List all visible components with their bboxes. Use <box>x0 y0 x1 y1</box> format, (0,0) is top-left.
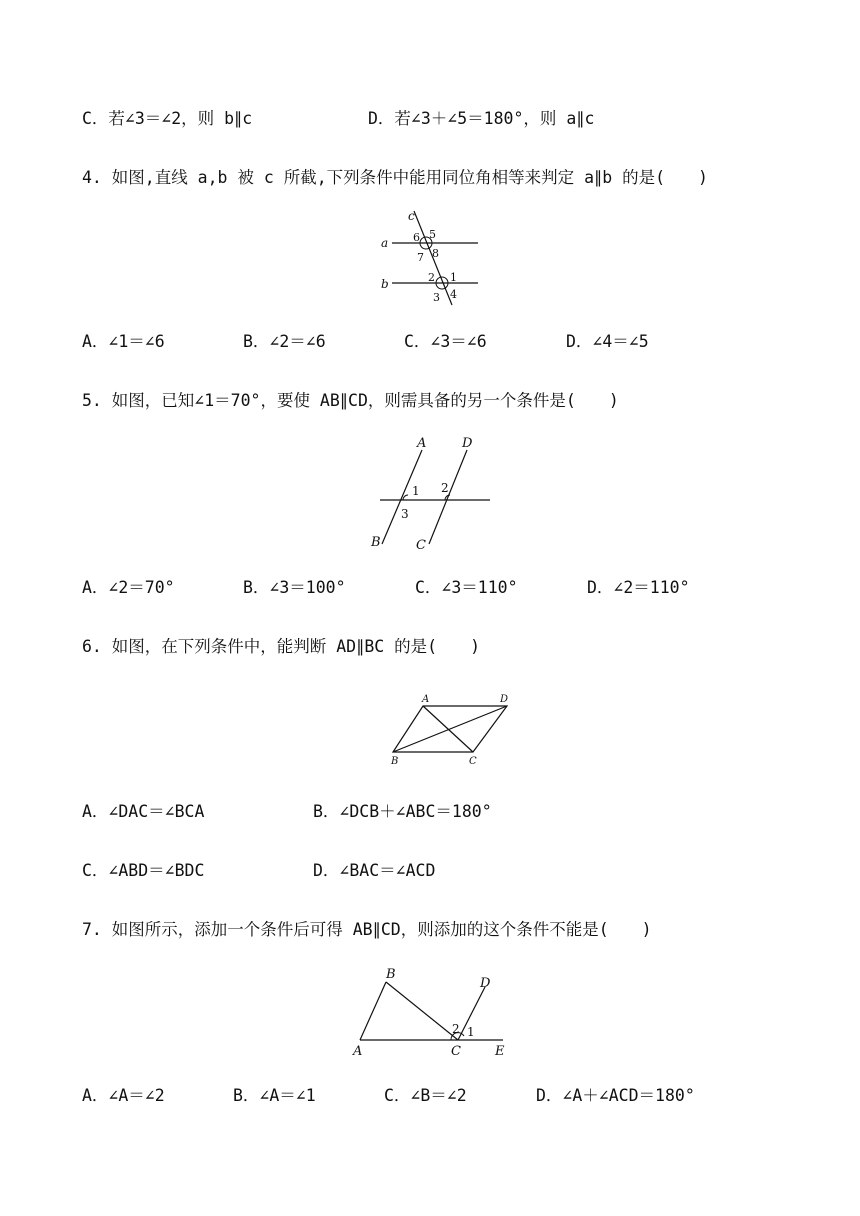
q6-option-b: B．∠DCB＋∠ABC＝180° <box>313 802 492 821</box>
q5-angle-3: 3 <box>401 507 409 521</box>
q4-angle-6: 6 <box>413 231 420 244</box>
q4-angle-7: 7 <box>417 251 424 264</box>
q5-option-b: B．∠3＝100° <box>243 578 346 597</box>
q5-label-D: D <box>462 436 473 451</box>
q5-angle-1: 1 <box>412 484 420 498</box>
q3-option-c: C．若∠3＝∠2，则 b∥c <box>82 109 253 128</box>
q4-option-d: D．∠4＝∠5 <box>566 332 649 351</box>
q7-angle-2: 2 <box>452 1022 460 1036</box>
q7-figure <box>345 962 520 1064</box>
q3-option-d: D．若∠3＋∠5＝180°，则 a∥c <box>368 109 595 128</box>
q5-option-a: A．∠2＝70° <box>82 578 175 597</box>
q6-label-D: D <box>500 694 509 705</box>
q5-angle-2: 2 <box>441 481 449 495</box>
q6-figure <box>385 690 520 770</box>
q5-label-A: A <box>417 436 427 451</box>
q7-label-C: C <box>451 1044 461 1059</box>
q4-angle-2: 2 <box>428 271 435 284</box>
q7-label-A: A <box>353 1044 363 1059</box>
q7-label-B: B <box>386 967 396 982</box>
q5-label-C: C <box>416 538 426 553</box>
q7-label-E: E <box>495 1044 505 1059</box>
q6-option-c: C．∠ABD＝∠BDC <box>82 861 205 880</box>
q4-angle-8: 8 <box>432 247 439 260</box>
q4-option-b: B．∠2＝∠6 <box>243 332 326 351</box>
q4-angle-5: 5 <box>429 228 436 241</box>
q7-question: 7. 如图所示，添加一个条件后可得 AB∥CD，则添加的这个条件不能是( ) <box>82 920 652 939</box>
q7-angle-1: 1 <box>467 1025 475 1039</box>
q7-label-D: D <box>480 976 491 991</box>
q4-label-c: c <box>408 209 415 223</box>
q4-option-a: A．∠1＝∠6 <box>82 332 165 351</box>
q4-label-a: a <box>381 236 389 250</box>
q6-label-A: A <box>422 694 430 705</box>
q4-angle-1: 1 <box>450 271 457 284</box>
q4-question: 4. 如图,直线 a,b 被 c 所截,下列条件中能用同位角相等来判定 a∥b 的是( ) <box>82 168 708 187</box>
q4-figure <box>370 205 490 310</box>
q4-angle-4: 4 <box>450 288 457 301</box>
q7-option-b: B．∠A＝∠1 <box>233 1086 316 1105</box>
q5-label-B: B <box>371 535 381 550</box>
q5-option-d: D．∠2＝110° <box>587 578 690 597</box>
q6-option-a: A．∠DAC＝∠BCA <box>82 802 205 821</box>
q5-figure <box>365 432 495 557</box>
q6-option-d: D．∠BAC＝∠ACD <box>313 861 436 880</box>
q7-option-c: C．∠B＝∠2 <box>384 1086 467 1105</box>
q5-option-c: C．∠3＝110° <box>415 578 518 597</box>
q7-option-d: D．∠A＋∠ACD＝180° <box>536 1086 695 1105</box>
q4-label-b: b <box>381 277 389 291</box>
q4-option-c: C．∠3＝∠6 <box>404 332 487 351</box>
q4-angle-3: 3 <box>433 291 440 304</box>
q6-label-C: C <box>469 756 477 767</box>
q7-option-a: A．∠A＝∠2 <box>82 1086 165 1105</box>
q6-label-B: B <box>391 756 399 767</box>
q6-question: 6. 如图，在下列条件中，能判断 AD∥BC 的是( ) <box>82 637 481 656</box>
q5-question: 5. 如图，已知∠1＝70°，要使 AB∥CD，则需具备的另一个条件是( ) <box>82 391 619 410</box>
